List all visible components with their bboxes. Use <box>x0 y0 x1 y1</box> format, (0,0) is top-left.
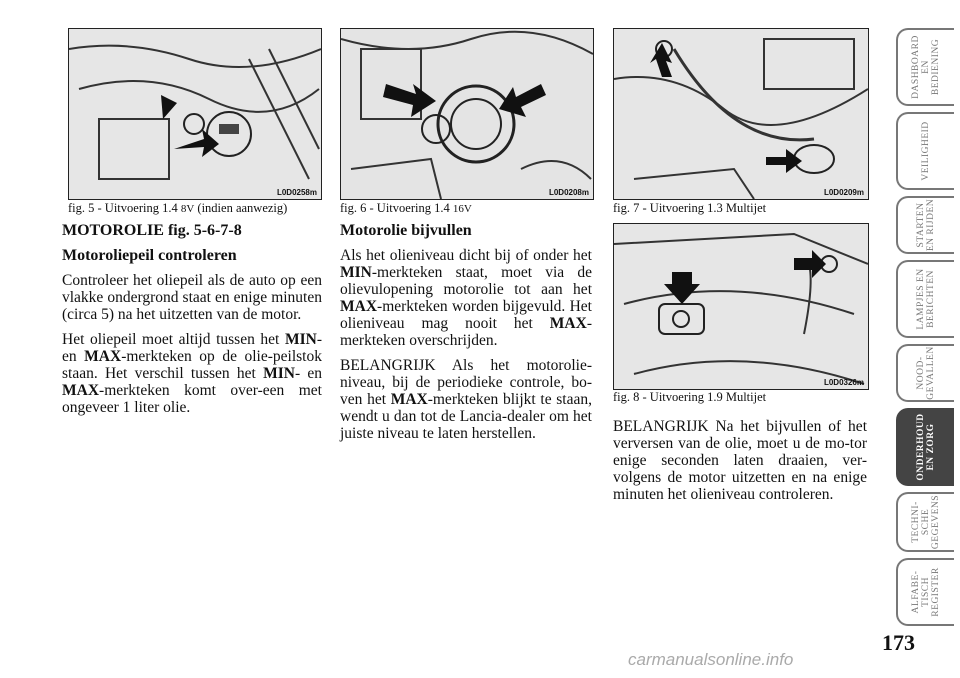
min-mark: MIN <box>340 264 372 281</box>
caption-text: fig. 8 - Uitvoering 1.9 Multijet <box>613 390 767 404</box>
figure-6-caption <box>340 201 472 216</box>
tab-dashboard[interactable] <box>896 28 954 106</box>
text-run: -merkteken op de olie-peilstok staan. Het verschil tussen het <box>62 348 322 382</box>
text-run: Als het olieniveau dicht bij of onder het <box>340 247 592 264</box>
figure-7-image <box>613 28 869 200</box>
caption-text: fig. 6 - Uitvoering 1.4 <box>340 201 453 215</box>
text-run: Het oliepeil moet altijd tussen het <box>62 331 285 348</box>
tab-label: STARTEN EN RIJDEN <box>916 198 936 252</box>
tab-label: VEILIGHEID <box>921 121 931 181</box>
paragraph-oil-check: Controleer het oliepeil als de auto op een vlakke ondergrond staat en enige minuten (circa 5) na het uitzetten van de motor. <box>62 272 322 323</box>
column-3 <box>613 418 867 511</box>
tab-onderhoud[interactable] <box>896 408 954 486</box>
tab-technische-gegevens[interactable] <box>896 492 954 552</box>
tab-noodgevallen[interactable] <box>896 344 954 402</box>
text-run: -merkteken staat, moet via de olievulopening motorolie tot aan het <box>340 264 592 298</box>
figure-6-image <box>340 28 594 200</box>
tab-label: ONDERHOUD EN ZORG <box>916 413 936 481</box>
figure-7-caption <box>613 201 766 216</box>
text-run: BELANGRIJK Als het motorolie-niveau, bij de periodieke controle, bo-ven het <box>340 357 592 408</box>
tab-veiligheid[interactable] <box>896 112 954 190</box>
max-mark: MAX <box>340 298 378 315</box>
min-mark: MIN <box>284 331 317 348</box>
max-mark: MAX <box>62 382 100 399</box>
section-heading: MOTOROLIE fig. 5-6-7-8 <box>62 222 242 239</box>
tab-starten[interactable] <box>896 196 954 254</box>
caption-text: fig. 5 - Uitvoering 1.4 <box>68 201 181 215</box>
figure-8-image <box>613 223 869 390</box>
tab-label: LAMPJES EN BERICHTEN <box>916 268 936 330</box>
tab-label: DASHBOARD EN BEDIENING <box>911 35 941 99</box>
text-run: -merkteken worden bijgevuld. Het olieniveau mag nooit het <box>340 298 592 332</box>
column-1 <box>62 222 322 424</box>
section-heading: Motorolie bijvullen <box>340 222 472 239</box>
caption-small: 16V <box>452 203 472 215</box>
paragraph-topping-up <box>340 247 592 349</box>
paragraph-important-check: BELANGRIJK Na het bijvullen of het verversen van de olie, moet u de mo-tor enige seconden laten draaien, ver-volgens de motor uitzetten en na enige minuten het olieniveau controleren. <box>613 418 867 503</box>
caption-small: 8V <box>180 203 195 215</box>
page-number: 173 <box>882 630 915 655</box>
text-run: - en <box>62 331 322 365</box>
text-run: -merkteken overschrijden. <box>340 315 592 349</box>
text-run: -merkteken blijkt te staan, wendt u dan tot de Lancia-dealer om het juiste niveau te laten herstellen. <box>340 391 592 442</box>
text-run: -merkteken komt over-een met ongeveer 1 liter olie. <box>62 382 322 416</box>
text-run: - en <box>294 365 322 382</box>
caption-tail: (indien aanwezig) <box>194 201 288 215</box>
tab-alfabetisch-register[interactable] <box>896 558 954 626</box>
figure-code: L0D0258m <box>276 188 317 197</box>
figure-8-caption <box>613 390 766 405</box>
tab-label: TECHNI- SCHE GEGEVENS <box>911 494 941 550</box>
figure-5-image <box>68 28 322 200</box>
max-mark: MAX <box>549 315 587 332</box>
caption-text: fig. 7 - Uitvoering 1.3 Multijet <box>613 201 767 215</box>
tab-label: NOOD- GEVALLEN <box>916 346 936 400</box>
paragraph-oil-range <box>62 331 322 416</box>
figure-code: L0D0326m <box>823 378 864 387</box>
figure-code: L0D0209m <box>823 188 864 197</box>
subsection-heading: Motoroliepeil controleren <box>62 247 237 264</box>
figure-5-caption <box>68 201 287 216</box>
watermark: carmanualsonline.info <box>628 650 794 669</box>
min-mark: MIN <box>263 365 295 382</box>
column-2 <box>340 222 592 450</box>
tab-lampjes[interactable] <box>896 260 954 338</box>
max-mark: MAX <box>390 391 428 408</box>
max-mark: MAX <box>84 348 122 365</box>
paragraph-important <box>340 357 592 442</box>
tab-label: ALFABE- TISCH REGISTER <box>911 567 941 617</box>
figure-code: L0D0208m <box>548 188 589 197</box>
